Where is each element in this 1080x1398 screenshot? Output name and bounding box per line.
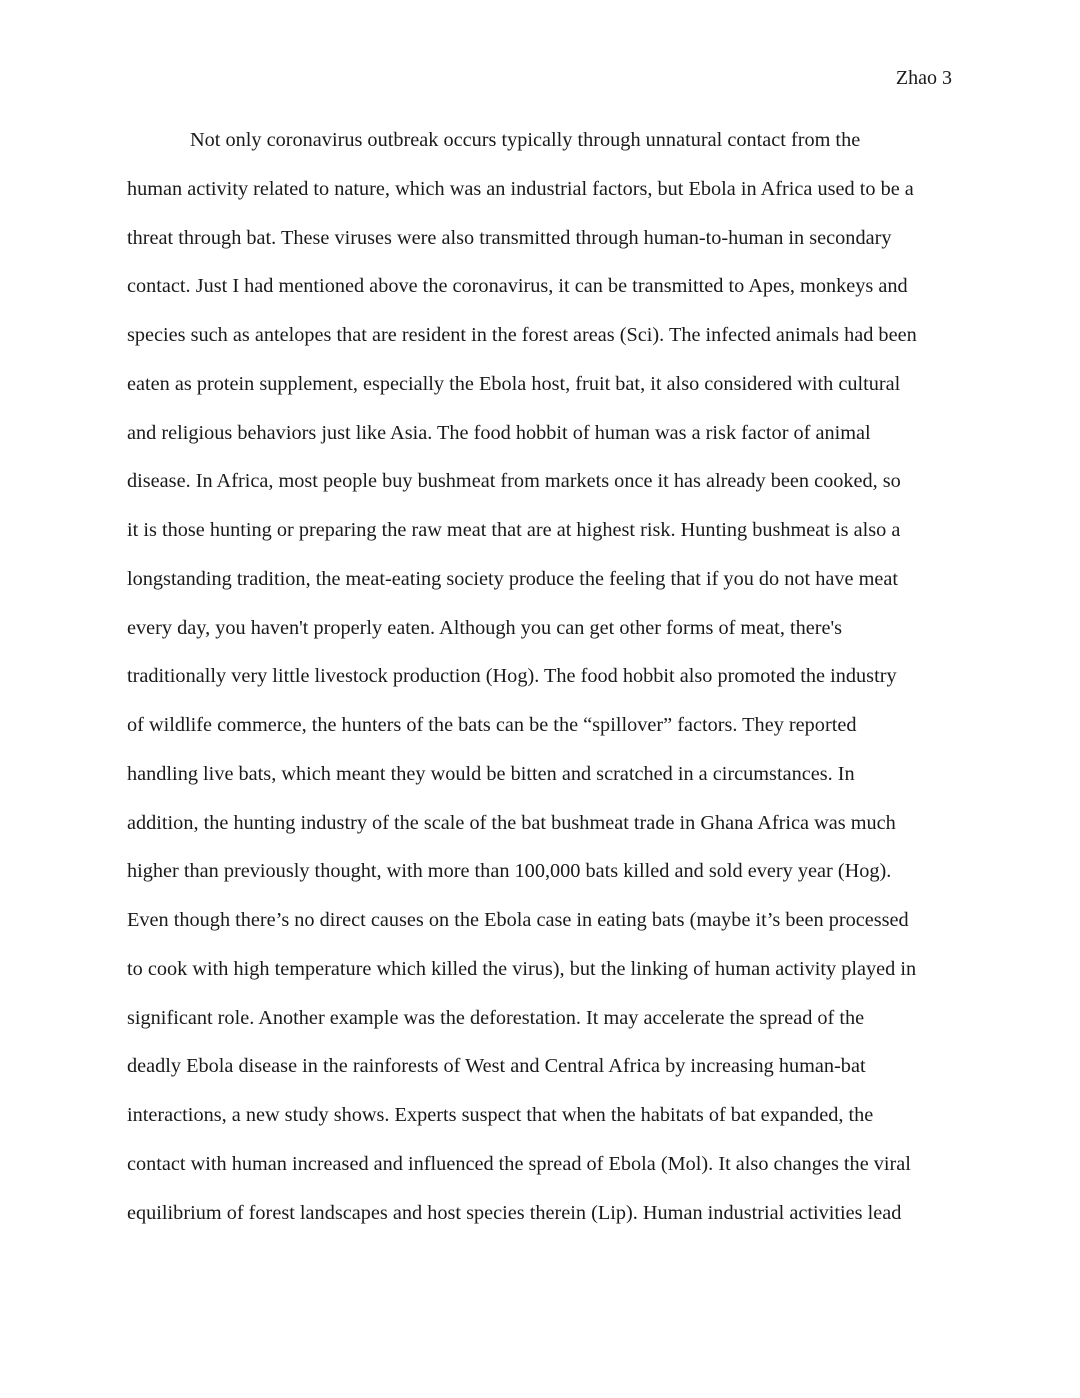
text-line: handling live bats, which meant they would be bitten and scratched in a circumstances. In: [127, 762, 855, 785]
text-line: traditionally very little livestock production (Hog). The food hobbit also promoted the industry: [127, 665, 897, 688]
text-line: eaten as protein supplement, especially the Ebola host, fruit bat, it also considered with cultural: [127, 372, 901, 395]
text-line: equilibrium of forest landscapes and host species therein (Lip). Human industrial activities lead: [127, 1201, 902, 1224]
text-line: significant role. Another example was the deforestation. It may accelerate the spread of the: [127, 1006, 865, 1029]
text-line: and religious behaviors just like Asia. The food hobbit of human was a risk factor of animal: [127, 421, 871, 444]
text-line: addition, the hunting industry of the scale of the bat bushmeat trade in Ghana Africa was much: [127, 811, 896, 834]
text-line: disease. In Africa, most people buy bushmeat from markets once it has already been cooked, so: [127, 470, 901, 493]
text-line: higher than previously thought, with more than 100,000 bats killed and sold every year (Hog).: [127, 860, 892, 883]
text-line: Not only coronavirus outbreak occurs typically through unnatural contact from the: [190, 129, 861, 151]
text-line: contact with human increased and influenced the spread of Ebola (Mol). It also changes the viral: [127, 1152, 911, 1175]
text-line: longstanding tradition, the meat-eating society produce the feeling that if you do not have meat: [127, 567, 899, 590]
text-line: interactions, a new study shows. Experts suspect that when the habitats of bat expanded, the: [127, 1104, 874, 1126]
text-line: it is those hunting or preparing the raw meat that are at highest risk. Hunting bushmeat is also a: [127, 519, 901, 541]
text-line: threat through bat. These viruses were also transmitted through human-to-human in secondary: [127, 226, 892, 249]
text-line: Even though there’s no direct causes on the Ebola case in eating bats (maybe it’s been processed: [127, 909, 909, 931]
text-line: of wildlife commerce, the hunters of the bats can be the “spillover” factors. They reported: [127, 714, 857, 736]
text-line: contact. Just I had mentioned above the coronavirus, it can be transmitted to Apes, monkeys and: [127, 275, 908, 298]
text-line: human activity related to nature, which was an industrial factors, but Ebola in Africa used to be a: [127, 177, 914, 200]
running-head: Zhao 3: [895, 67, 952, 89]
text-line: deadly Ebola disease in the rainforests of West and Central Africa by increasing human-bat: [127, 1055, 866, 1078]
text-line: species such as antelopes that are resident in the forest areas (Sci). The infected animals had been: [127, 324, 917, 346]
body-paragraph: [127, 124, 953, 1245]
text-line: every day, you haven't properly eaten. Although you can get other forms of meat, there's: [127, 616, 843, 639]
text-line: to cook with high temperature which killed the virus), but the linking of human activity played in: [127, 957, 917, 980]
